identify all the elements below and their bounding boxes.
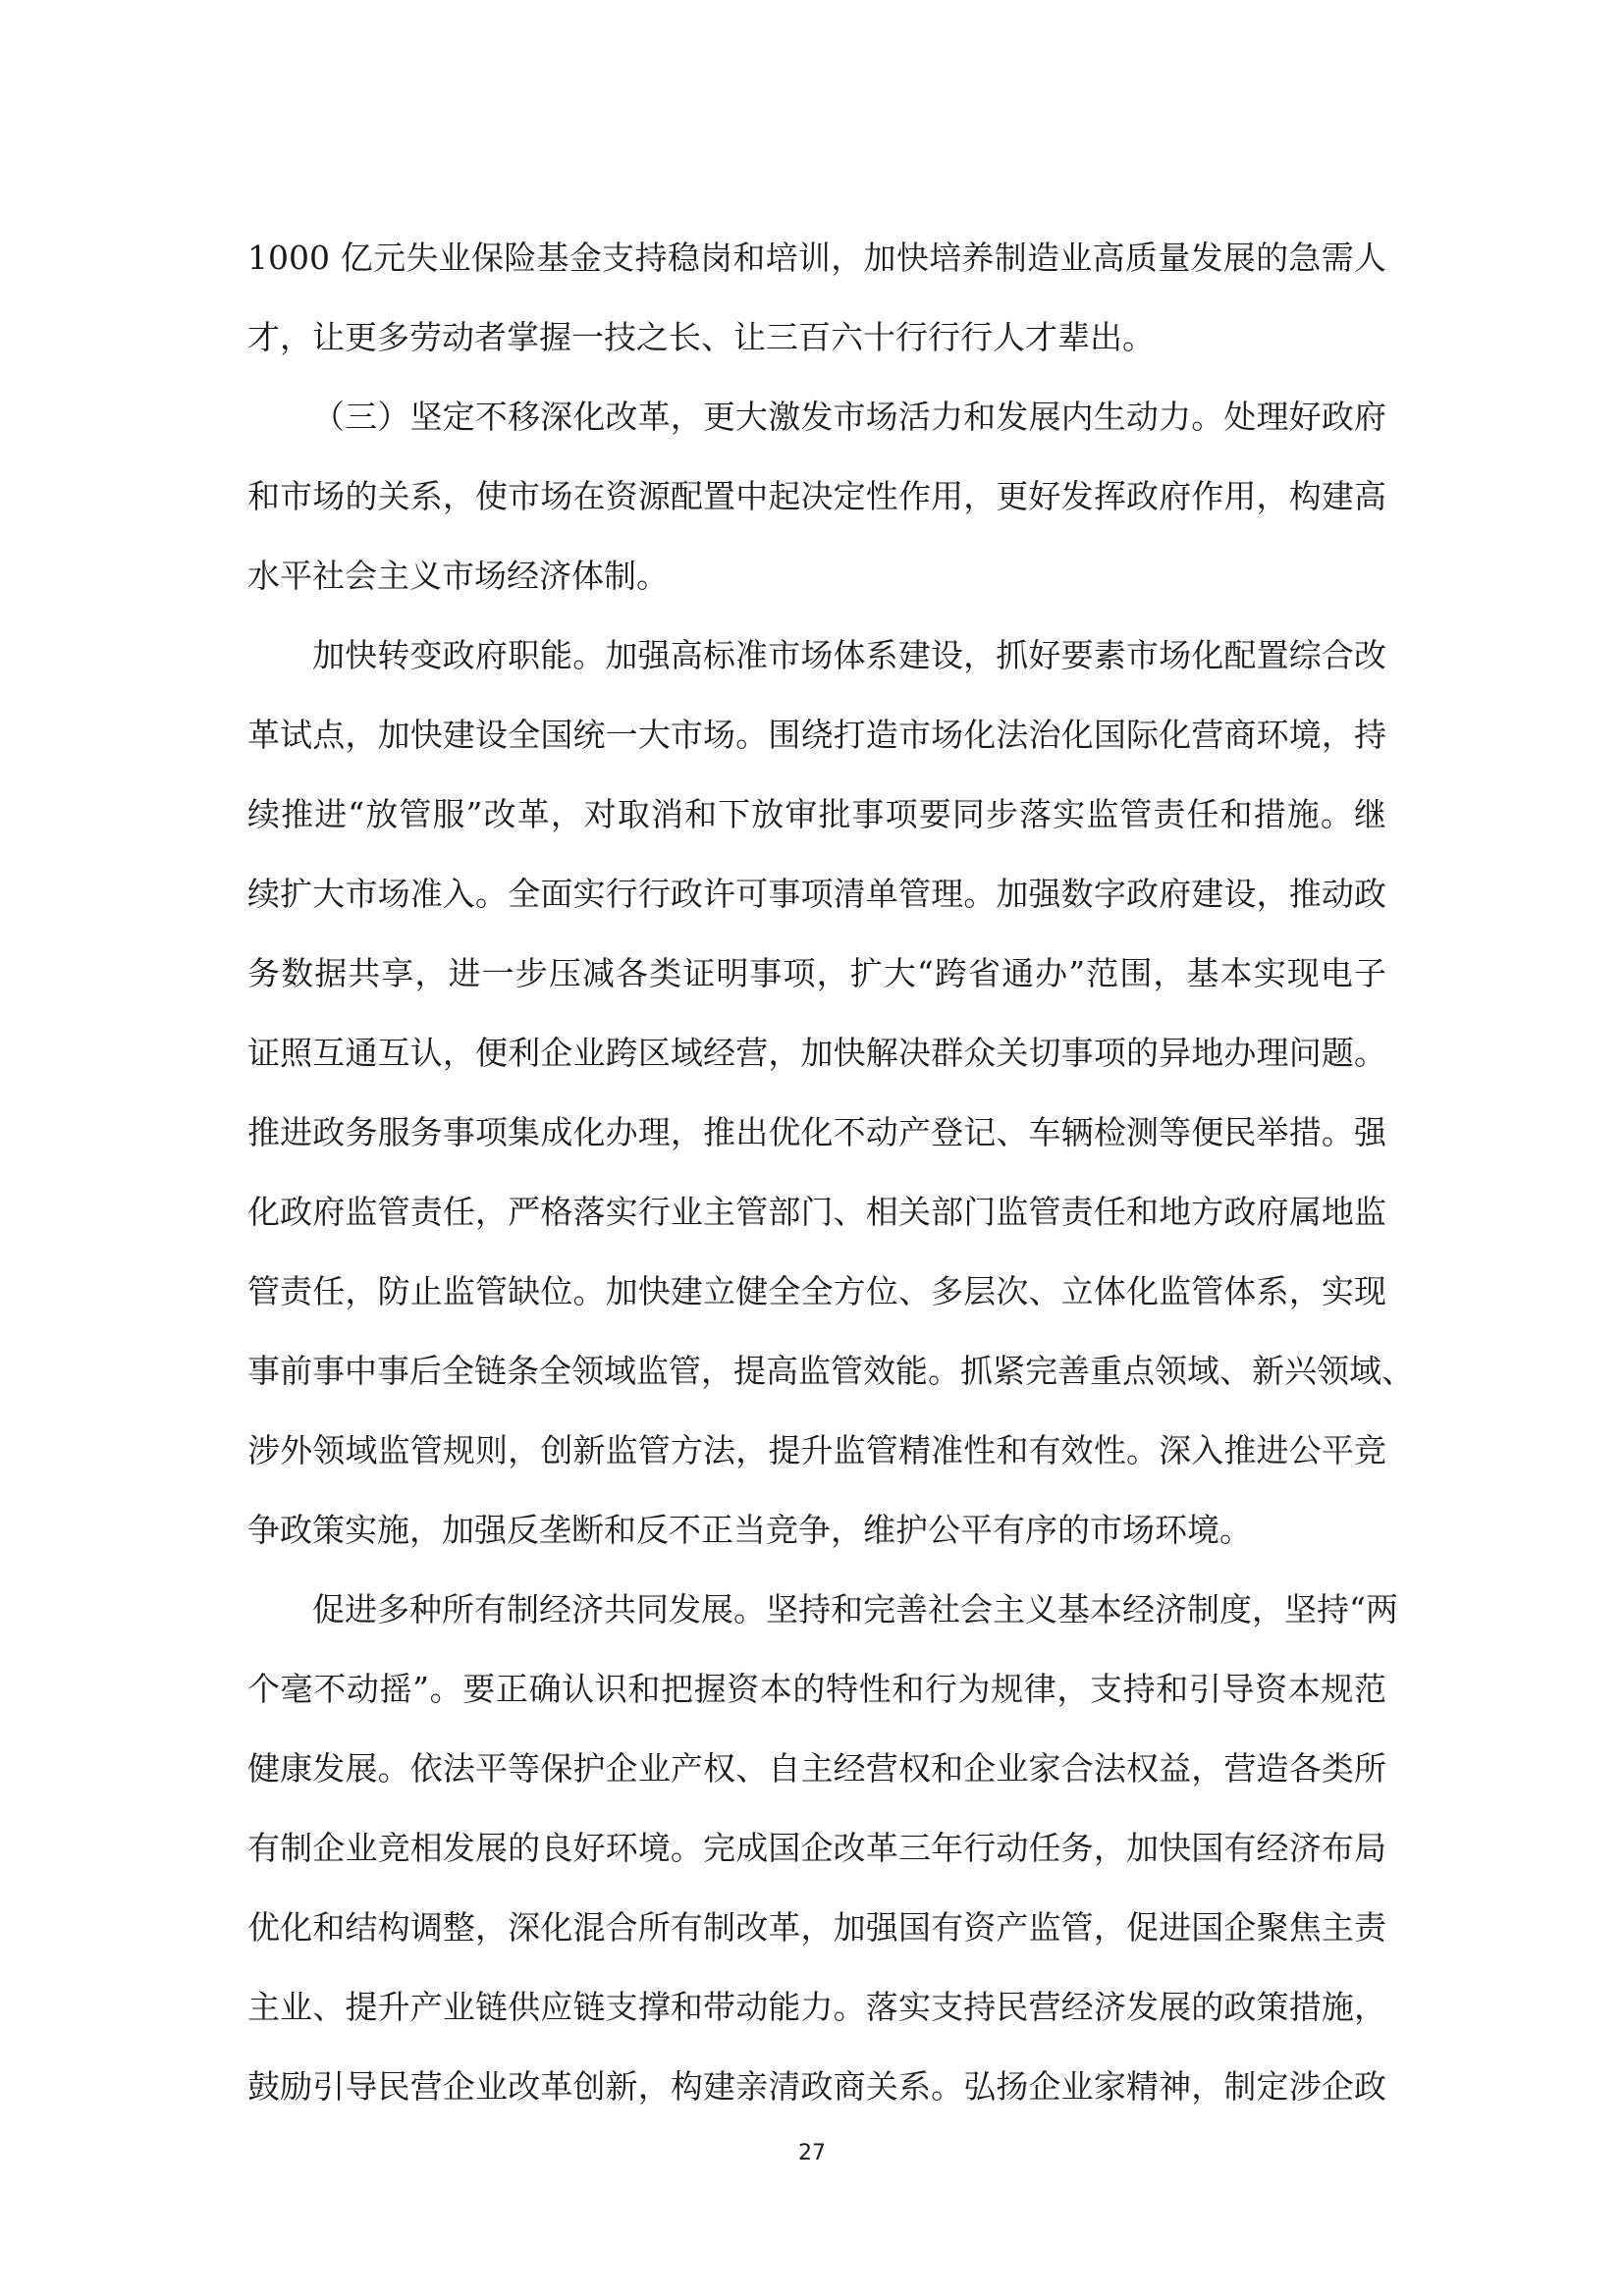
text-line: 务数据共享，进一步压减各类证明事项，扩大“跨省通办”范围，基本实现电子 [247,954,1386,992]
paragraph [247,218,1386,377]
text-line: 化政府监管责任，严格落实行业主管部门、相关部门监管责任和地方政府属地监 [247,1193,1386,1231]
text-line: 涉外领域监管规则，创新监管方法，提升监管精准性和有效性。深入推进公平竞 [247,1431,1386,1469]
text-line: 革试点，加快建设全国统一大市场。围绕打造市场化法治化国际化营商环境，持 [247,716,1386,754]
text-line: 有制企业竞相发展的良好环境。完成国企改革三年行动任务，加快国有经济布局 [247,1829,1386,1867]
text-line: 个毫不动摇”。要正确认识和把握资本的特性和行为规律，支持和引导资本规范 [247,1670,1386,1708]
paragraph [247,615,1414,1570]
text-line: 争政策实施，加强反垄断和反不正当竞争，维护公平有序的市场环境。 [247,1511,1252,1549]
text-line: 证照互通互认，便利企业跨区域经营，加快解决群众关切事项的异地办理问题。 [247,1034,1386,1072]
paragraph [247,1570,1398,2126]
text-line: 管责任，防止监管缺位。加快建立健全全方位、多层次、立体化监管体系，实现 [247,1272,1386,1310]
text-line: 优化和结构调整，深化混合所有制改革，加强国有资产监管，促进国企聚焦主责 [247,1908,1386,1947]
paragraph [247,377,1386,615]
text-line: 主业、提升产业链供应链支撑和带动能力。落实支持民营经济发展的政策措施， [247,1988,1386,2026]
text-line: 事前事中事后全链条全领域监管，提高监管效能。抓紧完善重点领域、新兴领域、 [247,1352,1414,1390]
text-line: 鼓励引导民营企业改革创新，构建亲清政商关系。弘扬企业家精神，制定涉企政 [247,2067,1386,2106]
text-line: 推进政务服务事项集成化办理，推出优化不动产登记、车辆检测等便民举措。强 [247,1113,1386,1151]
text-line: 续扩大市场准入。全面实行行政许可事项清单管理。加强数字政府建设，推动政 [247,875,1386,913]
text-line: 1000 亿元失业保险基金支持稳岗和培训，加快培养制造业高质量发展的急需人 [247,239,1386,277]
text-line: 健康发展。依法平等保护企业产权、自主经营权和企业家合法权益，营造各类所 [247,1749,1386,1788]
text-line: 水平社会主义市场经济体制。 [247,557,669,595]
text-line: 促进多种所有制经济共同发展。坚持和完善社会主义基本经济制度，坚持“两 [312,1590,1398,1629]
page-body [247,218,1414,2126]
text-line: 续推进“放管服”改革，对取消和下放审批事项要同步落实监管责任和措施。继 [247,795,1386,833]
text-line: 加快转变政府职能。加强高标准市场体系建设，抓好要素市场化配置综合改 [312,636,1386,674]
text-line: 和市场的关系，使市场在资源配置中起决定性作用，更好发挥政府作用，构建高 [247,477,1386,515]
page-number: 27 [798,2141,826,2165]
text-line: 才，让更多劳动者掌握一技之长、让三百六十行行行人才辈出。 [247,318,1155,356]
section-heading-line: （三）坚定不移深化改革，更大激发市场活力和发展内生动力。处理好政府 [312,398,1386,436]
